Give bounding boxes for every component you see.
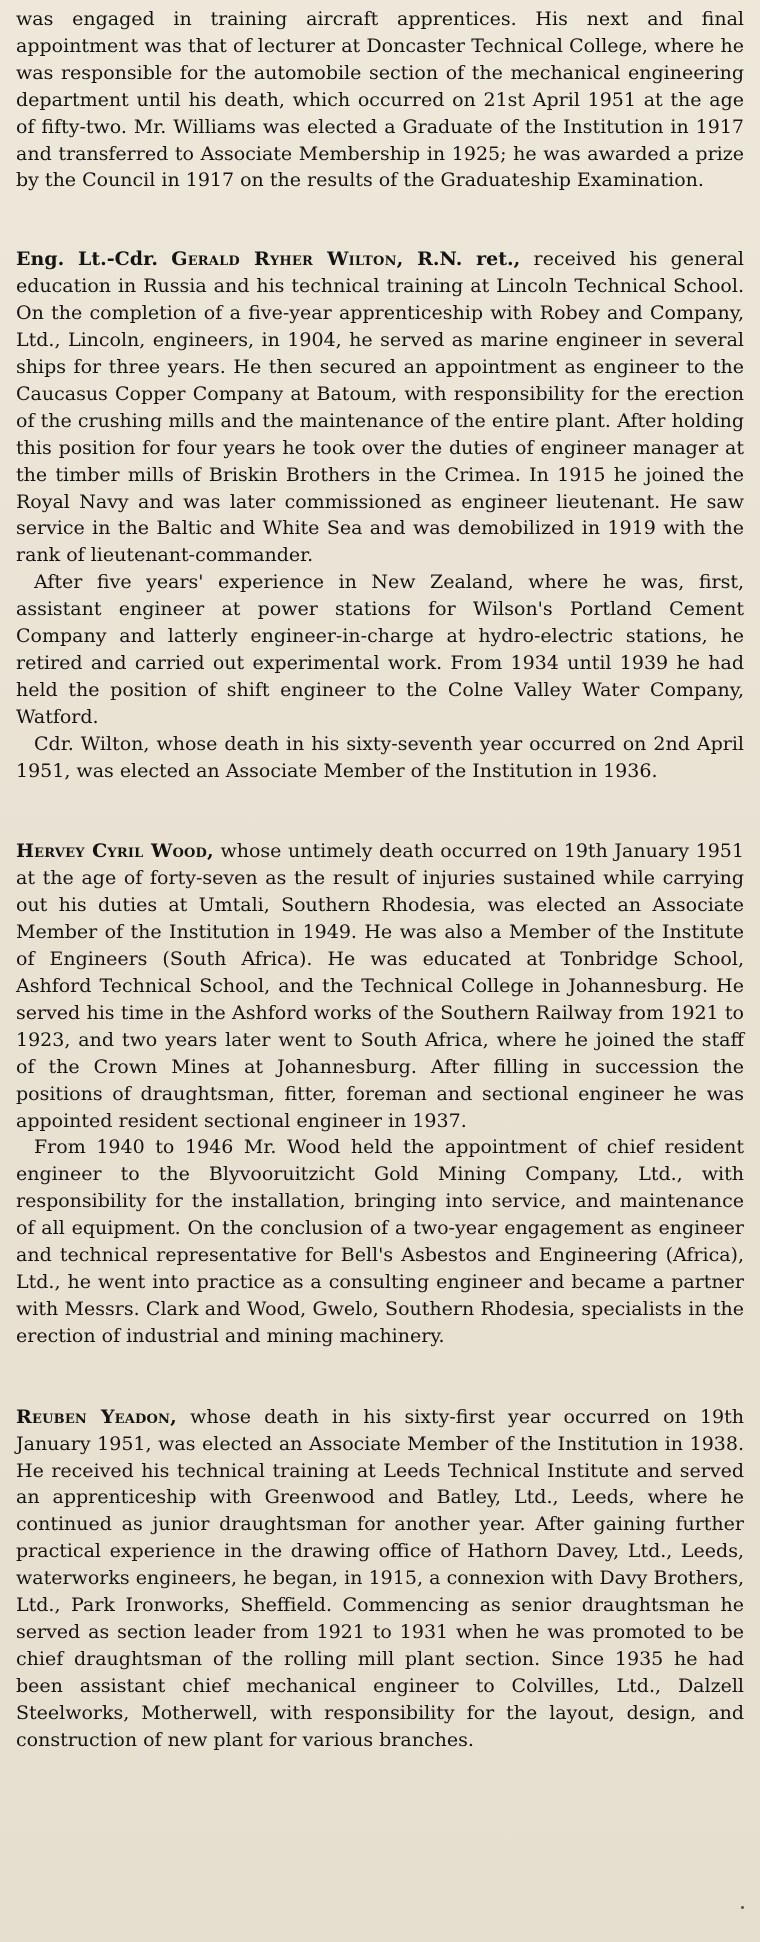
lead-text: whose untimely death occurred on 19th January 1951 at the age of forty-seven as the result of injuries sustained while carrying out his duties at Umtali, Southern Rhodesia, was elected an Associate Member of the Institution in 1949. He was also a Member of the Institute of Engineers (South Africa). He was educated at Tonbridge School, Ashford Technical School, and the Technical College in Johannesburg. He served his time in the Ashford works of the Southern Railway from 1921 to 1923, and two years later went to South Africa, where he joined the staff of the Crown Mines at Johannesburg. After filling in succession the positions of draughtsman, fitter, foreman and sectional engineer he was appointed resident sectional engineer in 1937.: [16, 840, 744, 1132]
paragraph: From 1940 to 1946 Mr. Wood held the appointment of chief resident engineer to the Blyvooruitzicht Gold Mining Company, Ltd., with responsibility for the installation, bringing into service, and maintenance of all equipment. On the conclusion of a two-year engagement as engineer and technical representative for Bell's Asbestos and Engineering (Africa), Ltd., he went into practice as a consulting engineer and became a partner with Messrs. Clark and Wood, Gwelo, Southern Rhodesia, specialists in the erection of industrial and mining machinery.: [16, 1136, 744, 1347]
person-name: Gerald Ryher Wilton: [171, 248, 397, 271]
obituary-wilton: [16, 246, 744, 784]
name-prefix: Eng. Lt.-Cdr.: [16, 248, 158, 271]
paragraph: Cdr. Wilton, whose death in his sixty-seventh year occurred on 2nd April 1951, was elected an Associate Member of the Institution in 1936.: [16, 732, 744, 782]
obituary-yeadon: [16, 1404, 744, 1754]
paragraph: After five years' experience in New Zealand, where he was, first, assistant engineer at power stations for Wilson's Portland Cement Company and latterly engineer-in-charge at hydro-electric stations, he retired and carried out experimental work. From 1934 until 1939 he had held the position of shift engineer to the Colne Valley Water Company, Watford.: [16, 571, 744, 728]
person-name: Reuben Yeadon,: [16, 1405, 177, 1428]
obituary-wood: [16, 838, 744, 1349]
lead-text: received his general education in Russia and his technical training at Lincoln Technical School. On the completion of a five-year apprenticeship with Robey and Company, Ltd., Lincoln, engineers, in 1904, he served as marine engineer in several ships for three years. He then secured an appointment as engineer to the Caucasus Copper Company at Batoum, with responsibility for the erection of the crushing mills and the maintenance of the entire plant. After holding this position for four years he took over the duties of engineer manager at the timber mills of Briskin Brothers in the Crimea. In 1915 he joined the Royal Navy and was later commissioned as engineer lieutenant. He saw service in the Baltic and White Sea and was demobilized in 1919 with the rank of lieutenant-commander.: [16, 248, 744, 567]
paragraph: [16, 838, 744, 1134]
lead-text: whose death in his sixty-first year occurred on 19th January 1951, was elected an Associate Member of the Institution in 1938. He received his technical training at Leeds Technical Institute and served an apprenticeship with Greenwood and Batley, Ltd., Leeds, where he continued as junior draughtsman for another year. After gaining further practical experience in the drawing office of Hathorn Davey, Ltd., Leeds, waterworks engineers, he began, in 1915, a connexion with Davy Brothers, Ltd., Park Ironworks, Sheffield. Commencing as senior draughtsman he served as section leader from 1921 to 1931 when he was promoted to be chief draughtsman of the rolling mill plant section. Since 1935 he had been assistant chief mechanical engineer to Colvilles, Ltd., Dalzell Steelworks, Motherwell, with responsibility for the layout, design, and construction of new plant for various branches.: [16, 1405, 745, 1751]
paragraph: [16, 1404, 744, 1754]
ink-speck: [741, 1906, 744, 1909]
obituary-williams-continued: [16, 6, 744, 194]
paragraph: [16, 246, 744, 569]
paragraph: was engaged in training aircraft apprentices. His next and final appointment was that of lecturer at Doncaster Technical College, where he was responsible for the automobile section of the mechanical engineering department until his death, which occurred on 21st April 1951 at the age of fifty-two. Mr. Williams was elected a Graduate of the Institution in 1917 and transferred to Associate Membership in 1925; he was awarded a prize by the Council in 1917 on the results of the Graduateship Examination.: [16, 8, 744, 192]
person-name: Hervey Cyril Wood,: [16, 840, 214, 863]
name-suffix: , R.N. ret.,: [396, 248, 521, 271]
